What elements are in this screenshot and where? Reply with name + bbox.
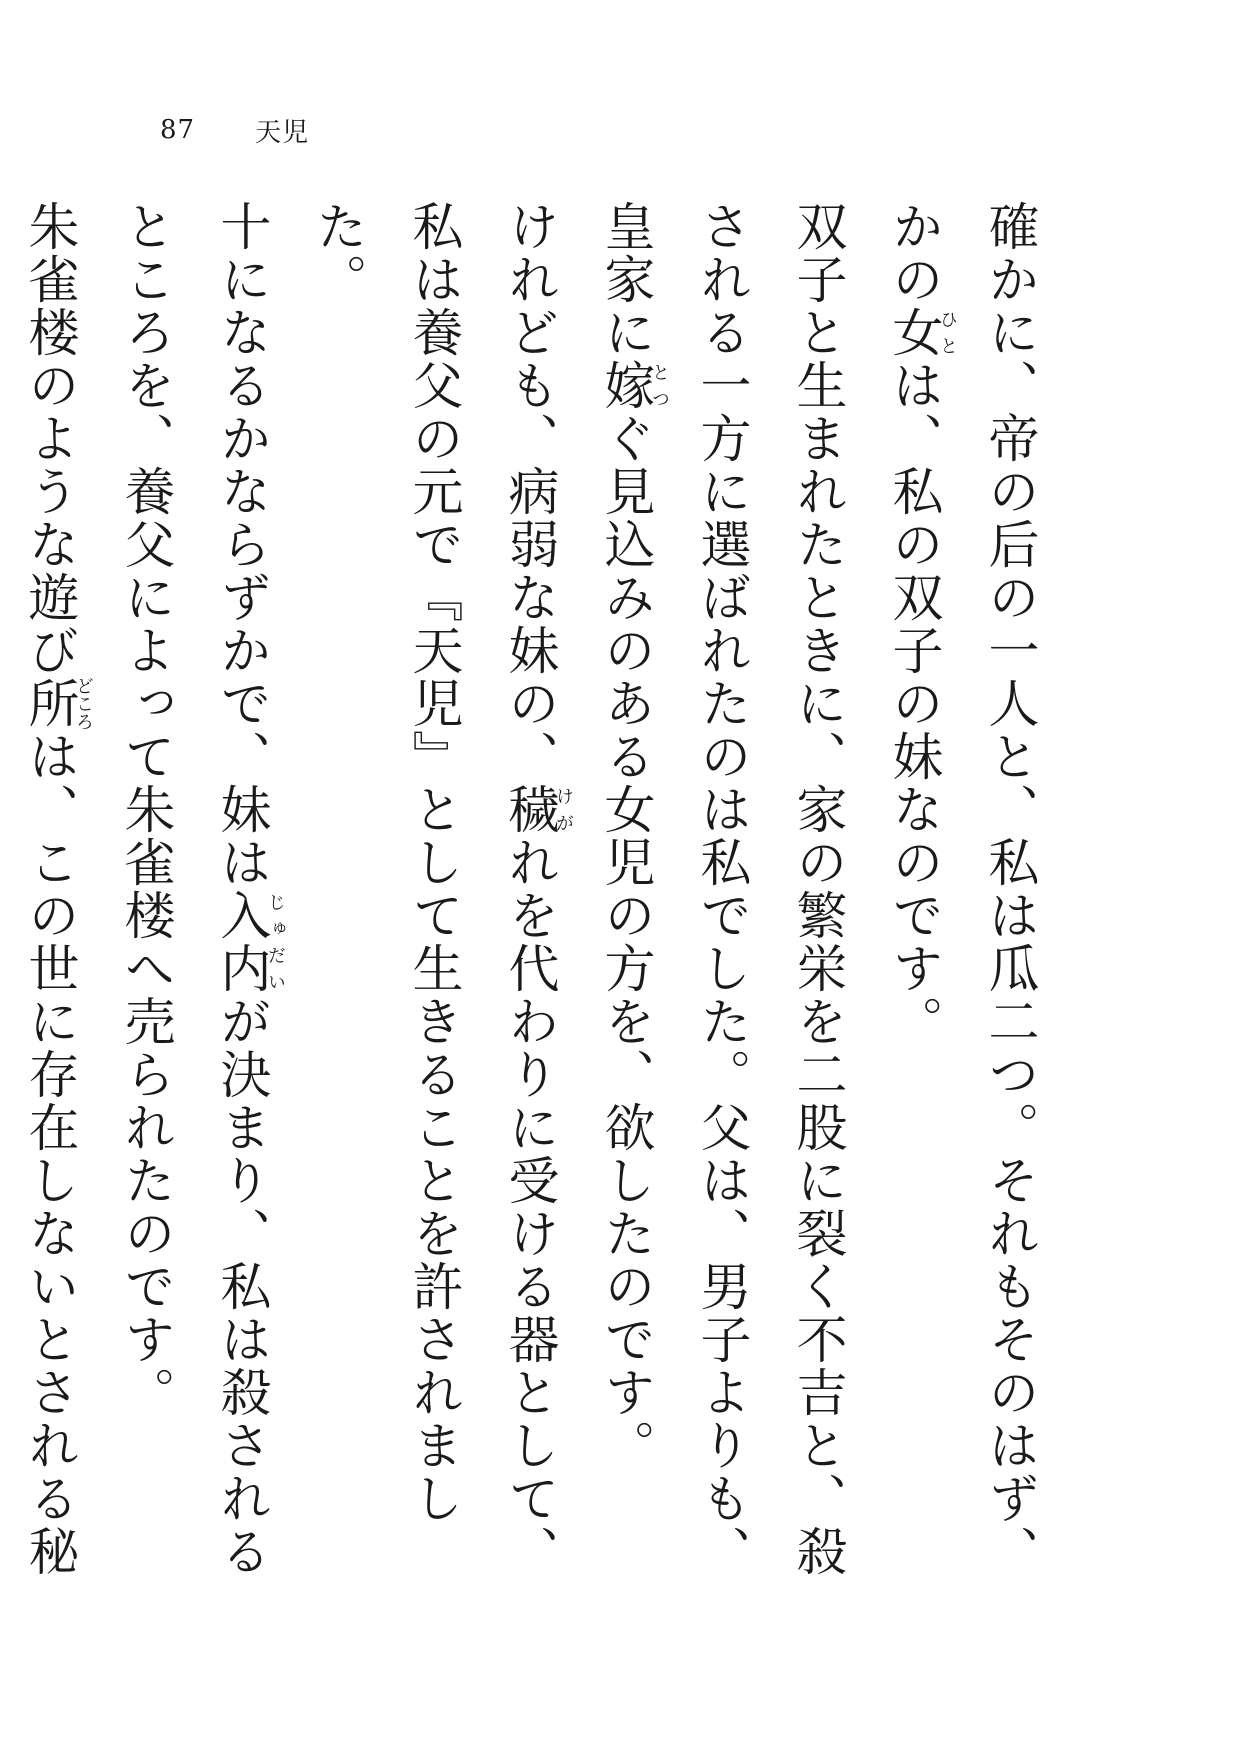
furigana-reading: けが <box>553 783 574 836</box>
paragraph-1: 確かに、帝の后の一人と、私は瓜二つ。それもそのはず、かの女ひとは、私の双子の妹なのです。 <box>883 200 1038 1578</box>
running-header <box>160 110 309 150</box>
furigana-reading: じゅだい <box>265 889 286 995</box>
furigana-ruby: 女ひと <box>883 306 958 359</box>
furigana-ruby: 嫁とつ <box>595 359 670 412</box>
page-number: 87 <box>160 115 196 145</box>
furigana-reading: とつ <box>649 359 670 412</box>
chapter-title: 天児 <box>255 117 310 148</box>
furigana-reading: どころ <box>73 676 94 731</box>
furigana-ruby: 穢けが <box>499 783 574 836</box>
paragraph-4: 十になるかならずかで、妹は入内じゅだいが決まり、私は殺されるところを、養父によって朱雀楼へ売られたのです。 <box>115 200 286 1578</box>
paragraph-3: けれども、病弱な妹の、穢けがれを代わりに受ける器として、私は養父の元で『天児』として生きることを許されました。 <box>307 200 574 1578</box>
furigana-ruby: 所どころ <box>19 676 94 731</box>
paragraph-5: 朱雀楼のような遊び所どころは、この世に存在しないとされる秘 <box>19 200 94 1578</box>
furigana-reading: ひと <box>937 306 958 359</box>
paragraph-2: 双子と生まれたときに、家の繁栄を二股に裂く不吉と、殺される一方に選ばれたのは私でした。父は、男子よりも、皇家に嫁とつぐ見込みのある女児の方を、欲したのです。 <box>595 200 846 1578</box>
vertical-body-text <box>0 200 1056 1620</box>
furigana-ruby: 入内じゅだい <box>211 889 286 995</box>
